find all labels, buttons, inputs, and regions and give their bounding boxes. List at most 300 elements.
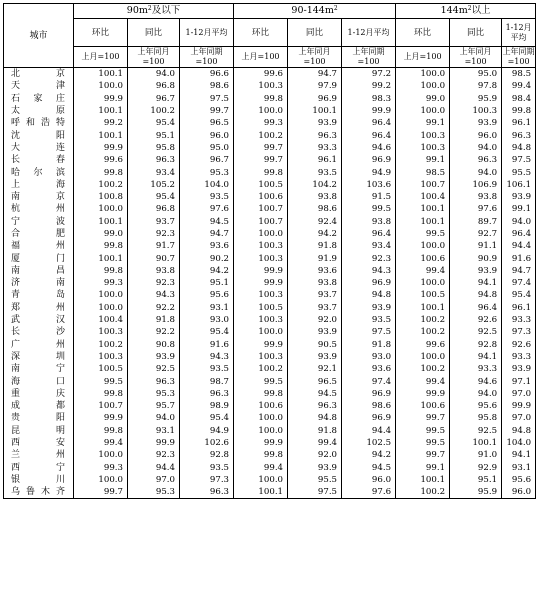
index-value: 100.0 xyxy=(396,68,450,81)
index-value: 100.6 xyxy=(396,400,450,412)
sub-header-cell: 1-12月平均 xyxy=(502,19,536,47)
index-value: 100.1 xyxy=(396,203,450,215)
index-value: 96.7 xyxy=(128,93,180,105)
index-value: 100.0 xyxy=(396,105,450,117)
index-value: 94.5 xyxy=(180,216,234,228)
index-value: 99.5 xyxy=(396,228,450,240)
index-value: 100.3 xyxy=(234,252,288,264)
index-value: 95.1 xyxy=(450,474,502,486)
index-value: 97.0 xyxy=(502,388,536,400)
index-value: 99.4 xyxy=(396,265,450,277)
index-value: 96.4 xyxy=(342,117,396,129)
index-value: 100.3 xyxy=(74,326,128,338)
table-header xyxy=(4,4,536,68)
index-value: 100.3 xyxy=(234,314,288,326)
index-value: 96.9 xyxy=(288,93,342,105)
index-value: 96.3 xyxy=(288,400,342,412)
table-row xyxy=(4,375,536,387)
index-value: 100.0 xyxy=(234,326,288,338)
sub-header-cell: 同比 xyxy=(288,19,342,47)
index-value: 96.4 xyxy=(502,228,536,240)
city-name: 南宁 xyxy=(4,363,74,375)
index-value: 90.2 xyxy=(180,252,234,264)
index-value: 100.0 xyxy=(396,240,450,252)
index-value: 100.3 xyxy=(234,289,288,301)
city-name: 沈阳 xyxy=(4,129,74,141)
index-value: 99.9 xyxy=(396,388,450,400)
index-value: 100.3 xyxy=(234,351,288,363)
index-value: 95.1 xyxy=(128,129,180,141)
index-value: 95.5 xyxy=(502,166,536,178)
index-value: 99.8 xyxy=(234,388,288,400)
index-value: 100.0 xyxy=(396,80,450,92)
index-value: 91.8 xyxy=(288,425,342,437)
index-value: 97.2 xyxy=(342,68,396,81)
city-name: 兰州 xyxy=(4,449,74,461)
index-value: 99.3 xyxy=(74,462,128,474)
city-name: 南京 xyxy=(4,191,74,203)
index-value: 99.4 xyxy=(74,437,128,449)
index-value: 100.0 xyxy=(396,351,450,363)
city-name: 郑州 xyxy=(4,302,74,314)
index-value: 91.7 xyxy=(128,240,180,252)
index-value: 99.5 xyxy=(396,437,450,449)
index-value: 100.0 xyxy=(74,302,128,314)
city-name: 青岛 xyxy=(4,289,74,301)
index-value: 96.7 xyxy=(180,154,234,166)
index-value: 95.0 xyxy=(450,68,502,81)
index-value: 100.0 xyxy=(234,228,288,240)
index-value: 92.3 xyxy=(342,252,396,264)
index-value: 93.0 xyxy=(180,314,234,326)
city-name: 乌鲁木齐 xyxy=(4,486,74,499)
city-name: 长沙 xyxy=(4,326,74,338)
base-header-cell: 上月=100 xyxy=(234,47,288,68)
index-value: 99.9 xyxy=(234,339,288,351)
index-value: 99.8 xyxy=(234,93,288,105)
table-row xyxy=(4,93,536,105)
index-value: 94.5 xyxy=(342,462,396,474)
index-value: 100.1 xyxy=(288,105,342,117)
index-value: 90.5 xyxy=(288,339,342,351)
index-value: 99.9 xyxy=(74,412,128,424)
index-value: 104.0 xyxy=(180,179,234,191)
index-value: 93.3 xyxy=(288,142,342,154)
price-index-table xyxy=(3,3,536,499)
city-name: 贵阳 xyxy=(4,412,74,424)
index-value: 97.0 xyxy=(502,412,536,424)
index-value: 99.2 xyxy=(74,117,128,129)
index-value: 98.5 xyxy=(502,68,536,81)
city-name: 福州 xyxy=(4,240,74,252)
table-row xyxy=(4,179,536,191)
base-header-row xyxy=(4,47,536,68)
index-value: 98.9 xyxy=(180,400,234,412)
base-header-cell: 上年同期=100 xyxy=(502,47,535,66)
index-value: 105.2 xyxy=(128,179,180,191)
index-value: 95.5 xyxy=(288,474,342,486)
index-value: 95.4 xyxy=(128,117,180,129)
table-row xyxy=(4,351,536,363)
index-value: 98.7 xyxy=(180,375,234,387)
index-value: 100.6 xyxy=(234,400,288,412)
index-value: 96.3 xyxy=(502,129,536,141)
index-value: 96.3 xyxy=(128,154,180,166)
table-row xyxy=(4,449,536,461)
index-value: 93.3 xyxy=(502,351,536,363)
index-value: 93.6 xyxy=(180,240,234,252)
index-value: 94.9 xyxy=(180,425,234,437)
index-value: 106.1 xyxy=(502,179,536,191)
table-row xyxy=(4,216,536,228)
index-value: 99.8 xyxy=(74,425,128,437)
index-value: 89.7 xyxy=(450,216,502,228)
index-value: 100.2 xyxy=(74,339,128,351)
index-value: 94.1 xyxy=(502,449,536,461)
index-value: 100.8 xyxy=(74,191,128,203)
index-value: 96.9 xyxy=(342,412,396,424)
index-value: 91.8 xyxy=(128,314,180,326)
index-value: 100.1 xyxy=(74,68,128,81)
index-value: 96.4 xyxy=(450,302,502,314)
index-value: 95.9 xyxy=(450,93,502,105)
sub-header-cell: 同比 xyxy=(450,19,502,47)
city-name: 深圳 xyxy=(4,351,74,363)
index-value: 97.6 xyxy=(450,203,502,215)
index-value: 100.2 xyxy=(396,363,450,375)
index-value: 100.1 xyxy=(74,129,128,141)
index-value: 93.9 xyxy=(502,191,536,203)
index-value: 99.1 xyxy=(396,154,450,166)
sub-header-cell: 1-12月平均 xyxy=(342,19,396,47)
table-row xyxy=(4,129,536,141)
index-value: 99.7 xyxy=(234,154,288,166)
index-value: 99.4 xyxy=(396,375,450,387)
index-value: 91.1 xyxy=(450,240,502,252)
index-value: 93.3 xyxy=(450,363,502,375)
index-value: 93.5 xyxy=(180,462,234,474)
index-value: 93.8 xyxy=(288,191,342,203)
index-value: 92.6 xyxy=(502,339,536,351)
index-value: 94.4 xyxy=(128,462,180,474)
index-value: 100.2 xyxy=(234,363,288,375)
index-value: 94.3 xyxy=(180,351,234,363)
index-value: 104.0 xyxy=(502,437,536,449)
index-value: 94.0 xyxy=(450,166,502,178)
index-value: 94.0 xyxy=(128,68,180,81)
index-value: 96.9 xyxy=(342,277,396,289)
table-row xyxy=(4,105,536,117)
index-value: 92.8 xyxy=(450,339,502,351)
city-name: 长春 xyxy=(4,154,74,166)
table-row xyxy=(4,339,536,351)
city-name: 天津 xyxy=(4,80,74,92)
index-value: 100.1 xyxy=(74,216,128,228)
sub-header-row xyxy=(4,19,536,47)
index-value: 93.4 xyxy=(342,240,396,252)
city-name: 杭州 xyxy=(4,203,74,215)
index-value: 97.6 xyxy=(180,203,234,215)
index-value: 93.9 xyxy=(342,302,396,314)
city-name: 成都 xyxy=(4,400,74,412)
index-value: 106.9 xyxy=(450,179,502,191)
table-row xyxy=(4,240,536,252)
index-value: 98.6 xyxy=(288,203,342,215)
index-value: 100.5 xyxy=(234,179,288,191)
index-value: 91.9 xyxy=(288,252,342,264)
index-value: 100.2 xyxy=(74,179,128,191)
index-value: 93.5 xyxy=(342,314,396,326)
index-value: 99.1 xyxy=(502,203,536,215)
index-value: 93.8 xyxy=(128,265,180,277)
table-row xyxy=(4,228,536,240)
index-value: 94.7 xyxy=(180,228,234,240)
group-header-large: $144m^2$以上 xyxy=(396,4,536,19)
index-value: 97.6 xyxy=(342,486,396,499)
index-value: 95.6 xyxy=(180,289,234,301)
index-value: 97.8 xyxy=(450,80,502,92)
city-name: 武汉 xyxy=(4,314,74,326)
table-row xyxy=(4,252,536,264)
index-value: 95.4 xyxy=(180,326,234,338)
index-value: 96.8 xyxy=(128,203,180,215)
base-header-cell: 上年同月=100 xyxy=(128,47,180,68)
index-value: 94.1 xyxy=(450,277,502,289)
index-value: 99.9 xyxy=(128,437,180,449)
table-row xyxy=(4,203,536,215)
index-value: 103.6 xyxy=(342,179,396,191)
index-value: 102.6 xyxy=(180,437,234,449)
index-value: 96.5 xyxy=(180,117,234,129)
index-value: 93.9 xyxy=(288,351,342,363)
index-value: 95.0 xyxy=(180,142,234,154)
index-value: 97.3 xyxy=(180,474,234,486)
city-name: 广州 xyxy=(4,339,74,351)
index-value: 93.9 xyxy=(450,117,502,129)
index-value: 96.4 xyxy=(342,129,396,141)
index-value: 99.9 xyxy=(74,93,128,105)
index-value: 99.7 xyxy=(396,449,450,461)
index-value: 99.7 xyxy=(180,105,234,117)
index-value: 100.5 xyxy=(396,289,450,301)
index-value: 99.6 xyxy=(234,68,288,81)
index-value: 92.5 xyxy=(450,425,502,437)
index-value: 99.7 xyxy=(396,412,450,424)
city-name: 厦门 xyxy=(4,252,74,264)
index-value: 93.3 xyxy=(502,314,536,326)
index-value: 93.6 xyxy=(288,265,342,277)
index-value: 99.5 xyxy=(396,425,450,437)
base-header-cell: 上年同月=100 xyxy=(450,47,502,68)
index-value: 95.6 xyxy=(450,400,502,412)
table-row xyxy=(4,191,536,203)
index-value: 100.1 xyxy=(396,474,450,486)
index-value: 96.9 xyxy=(342,154,396,166)
index-value: 93.9 xyxy=(288,326,342,338)
table-row xyxy=(4,265,536,277)
city-name: 海口 xyxy=(4,375,74,387)
index-value: 100.0 xyxy=(234,474,288,486)
index-value: 93.7 xyxy=(288,289,342,301)
index-value: 99.9 xyxy=(342,105,396,117)
index-value: 95.1 xyxy=(180,277,234,289)
city-name: 合肥 xyxy=(4,228,74,240)
index-value: 92.8 xyxy=(180,449,234,461)
city-name: 上海 xyxy=(4,179,74,191)
index-value: 100.1 xyxy=(74,105,128,117)
table-row xyxy=(4,437,536,449)
index-value: 92.3 xyxy=(128,449,180,461)
sub-header-cell: 1-12月平均 xyxy=(180,19,234,47)
index-value: 96.6 xyxy=(180,68,234,81)
table-row xyxy=(4,388,536,400)
index-value: 91.6 xyxy=(180,339,234,351)
table-row xyxy=(4,363,536,375)
table-row xyxy=(4,289,536,301)
index-value: 99.5 xyxy=(74,375,128,387)
city-name: 西安 xyxy=(4,437,74,449)
index-value: 104.2 xyxy=(288,179,342,191)
index-value: 91.0 xyxy=(450,449,502,461)
index-value: 99.1 xyxy=(396,462,450,474)
index-value: 100.3 xyxy=(234,240,288,252)
index-value: 100.3 xyxy=(74,351,128,363)
index-value: 92.5 xyxy=(450,326,502,338)
index-value: 100.6 xyxy=(396,252,450,264)
index-value: 94.0 xyxy=(450,142,502,154)
index-value: 98.3 xyxy=(342,93,396,105)
index-value: 94.2 xyxy=(342,449,396,461)
table-row xyxy=(4,166,536,178)
index-value: 96.8 xyxy=(128,80,180,92)
index-value: 99.6 xyxy=(396,339,450,351)
index-value: 100.5 xyxy=(234,302,288,314)
index-value: 93.8 xyxy=(288,277,342,289)
index-value: 94.2 xyxy=(288,228,342,240)
city-name: 济南 xyxy=(4,277,74,289)
index-value: 95.3 xyxy=(128,486,180,499)
index-value: 99.7 xyxy=(234,142,288,154)
table-row xyxy=(4,425,536,437)
table-row xyxy=(4,68,536,81)
index-value: 96.0 xyxy=(180,129,234,141)
city-name: 南昌 xyxy=(4,265,74,277)
index-value: 95.9 xyxy=(450,486,502,499)
index-value: 94.0 xyxy=(502,216,536,228)
index-value: 99.4 xyxy=(288,437,342,449)
index-value: 99.8 xyxy=(74,265,128,277)
index-value: 100.2 xyxy=(396,326,450,338)
index-value: 93.9 xyxy=(288,462,342,474)
index-value: 99.9 xyxy=(502,400,536,412)
index-value: 92.4 xyxy=(288,216,342,228)
sub-header-cell: 环比 xyxy=(234,19,288,47)
table-row xyxy=(4,326,536,338)
index-value: 92.6 xyxy=(450,314,502,326)
index-value: 91.8 xyxy=(288,240,342,252)
index-value: 98.5 xyxy=(396,166,450,178)
index-value: 93.1 xyxy=(180,302,234,314)
index-value: 100.7 xyxy=(234,216,288,228)
index-value: 96.0 xyxy=(450,129,502,141)
city-name: 太原 xyxy=(4,105,74,117)
index-value: 95.4 xyxy=(128,191,180,203)
table-row xyxy=(4,80,536,92)
index-value: 100.0 xyxy=(74,203,128,215)
index-value: 98.6 xyxy=(180,80,234,92)
index-value: 99.4 xyxy=(502,80,536,92)
city-name: 北京 xyxy=(4,68,74,81)
index-value: 94.2 xyxy=(180,265,234,277)
index-value: 97.9 xyxy=(288,80,342,92)
index-value: 92.7 xyxy=(450,228,502,240)
index-value: 97.4 xyxy=(502,277,536,289)
index-value: 95.8 xyxy=(450,412,502,424)
index-value: 92.0 xyxy=(288,314,342,326)
index-value: 93.9 xyxy=(128,351,180,363)
index-value: 99.8 xyxy=(234,166,288,178)
index-value: 99.8 xyxy=(234,449,288,461)
city-name: 哈尔滨 xyxy=(4,166,74,178)
index-value: 97.0 xyxy=(128,474,180,486)
index-value: 99.0 xyxy=(74,228,128,240)
index-value: 91.5 xyxy=(342,191,396,203)
index-value: 96.3 xyxy=(288,129,342,141)
index-value: 99.9 xyxy=(234,437,288,449)
index-value: 94.4 xyxy=(342,425,396,437)
index-value: 97.5 xyxy=(502,154,536,166)
table-row xyxy=(4,277,536,289)
index-value: 100.0 xyxy=(74,449,128,461)
index-value: 94.8 xyxy=(342,289,396,301)
index-value: 93.5 xyxy=(180,363,234,375)
index-value: 93.1 xyxy=(502,462,536,474)
index-value: 96.1 xyxy=(502,117,536,129)
city-name: 呼和浩特 xyxy=(4,117,74,129)
index-value: 92.5 xyxy=(128,363,180,375)
index-value: 96.3 xyxy=(128,375,180,387)
city-name: 银川 xyxy=(4,474,74,486)
index-value: 93.7 xyxy=(288,302,342,314)
index-value: 99.8 xyxy=(74,240,128,252)
group-header-medium: $90-144m^2$ xyxy=(234,4,396,19)
index-value: 100.7 xyxy=(396,179,450,191)
table-row xyxy=(4,486,536,499)
index-value: 99.5 xyxy=(234,375,288,387)
index-value: 94.3 xyxy=(128,289,180,301)
index-value: 95.8 xyxy=(128,142,180,154)
index-value: 96.5 xyxy=(288,375,342,387)
table-row xyxy=(4,474,536,486)
index-value: 93.7 xyxy=(128,216,180,228)
index-value: 95.7 xyxy=(128,400,180,412)
index-value: 96.4 xyxy=(342,228,396,240)
index-value: 100.1 xyxy=(450,437,502,449)
index-value: 93.5 xyxy=(180,191,234,203)
index-value: 99.9 xyxy=(234,277,288,289)
index-value: 92.0 xyxy=(288,449,342,461)
index-value: 99.8 xyxy=(74,166,128,178)
index-value: 97.4 xyxy=(342,375,396,387)
index-value: 95.4 xyxy=(502,289,536,301)
index-value: 100.0 xyxy=(74,474,128,486)
index-value: 95.3 xyxy=(128,388,180,400)
index-value: 93.0 xyxy=(342,351,396,363)
city-column-header: 城市 xyxy=(4,4,74,68)
base-header-cell: 上年同期=100 xyxy=(342,47,396,68)
index-value: 100.1 xyxy=(234,486,288,499)
index-value: 92.3 xyxy=(128,277,180,289)
